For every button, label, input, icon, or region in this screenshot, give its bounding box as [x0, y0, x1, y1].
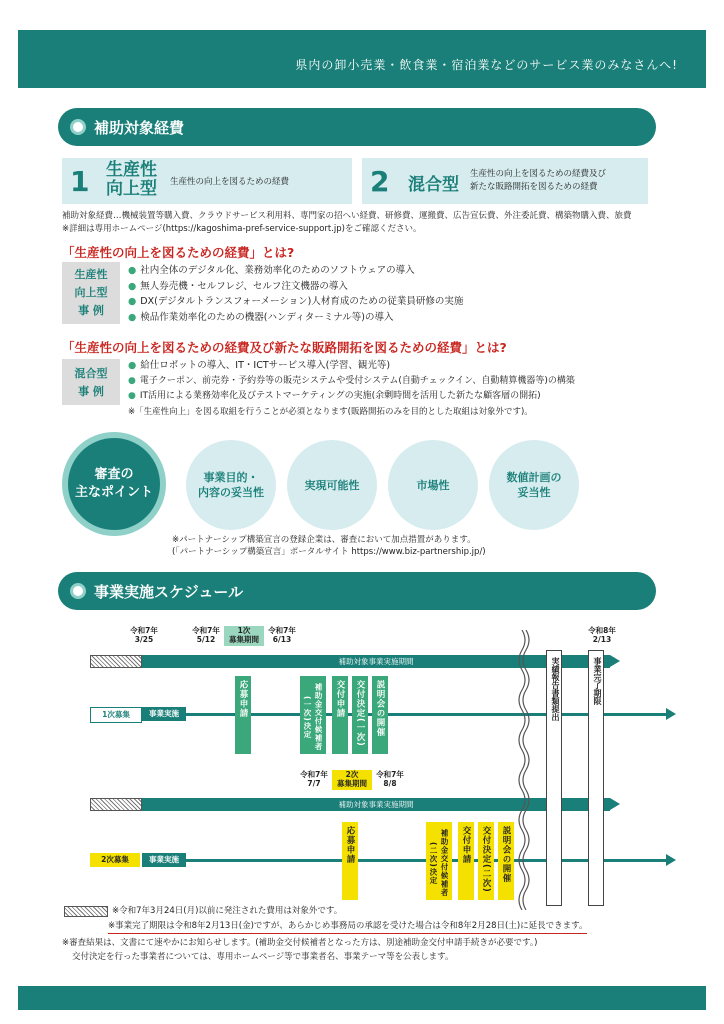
list-item: ● DX(デジタルトランスフォーメーション)人材育成のための従業員研修の実施: [128, 296, 464, 307]
round2-label: 2次募集: [90, 853, 140, 867]
excluded-hatch: [90, 798, 142, 811]
date-r1-end: 令和7年 6/13: [268, 626, 296, 644]
arrow-right-icon: [666, 854, 676, 866]
bullet-circle-icon: [70, 119, 86, 135]
type-number: 2: [370, 165, 390, 198]
period-bar: 補助対象事業実施期間: [142, 655, 610, 668]
bullet-icon: ●: [128, 360, 137, 371]
bullet-icon: ●: [128, 391, 136, 401]
point-circle: 事業目的・ 内容の妥当性: [186, 440, 276, 530]
type-box-2: [362, 158, 648, 204]
partnership-note: ※パートナーシップ構築宣言の登録企業は、審査において加点措置があります。: [172, 535, 476, 545]
step-apply: 応募申請: [235, 676, 251, 754]
point-circle: 実現可能性: [287, 440, 377, 530]
list-item: ● 給仕ロボットの導入、IT・ICTサービス導入(学習、観光等): [128, 360, 391, 371]
report-submission-box: 実績報告書類提出: [546, 650, 562, 906]
date-start: 令和7年 3/25: [130, 626, 158, 644]
section-title: 事業実施スケジュール: [94, 583, 244, 601]
bullet-circle-icon: [70, 583, 86, 599]
step-briefing: 説明会の開催: [372, 676, 388, 754]
type-box-1: [62, 158, 352, 204]
step-grant-apply: 交付申請: [332, 676, 348, 754]
type-desc-line2: 新たな販路開拓を図るための経費: [470, 182, 598, 192]
step-candidate: 補助金交付候補者(一次)決定: [300, 676, 326, 754]
example-list-2: [128, 358, 688, 420]
bullet-icon: ●: [128, 311, 137, 323]
period-bar: 補助対象事業実施期間: [142, 798, 610, 811]
type-number: 1: [70, 165, 90, 198]
label-line: 事 例: [78, 304, 104, 317]
points-main-circle: 審査の 主なポイント: [62, 432, 166, 536]
deadline-box: 事業完了期限: [588, 650, 604, 906]
date-r2-start: 令和7年 7/7: [300, 770, 328, 788]
top-banner: [18, 30, 706, 88]
bullet-icon: ●: [128, 375, 136, 386]
r1-period-label: 1次 募集期間: [224, 626, 264, 646]
list-item: ● IT活用による業務効率化及びテストマーケティングの実施(余剰時間を活用した新たな顧客層の開拓): [128, 391, 541, 401]
question-heading-1: 「生産性の向上を図るための経費」とは?: [62, 245, 295, 260]
point-circle: 数値計画の 妥当性: [489, 440, 579, 530]
type-name-line1: 生産性: [106, 160, 157, 180]
point-circle: 市場性: [388, 440, 478, 530]
wavy-break-line: [512, 630, 532, 910]
bottom-bar: [18, 986, 706, 1010]
label-line: 事 例: [78, 385, 104, 398]
label-line: 向上型: [74, 286, 108, 299]
label-line: 生産性: [74, 268, 108, 281]
date-r1-start: 令和7年 5/12: [192, 626, 220, 644]
type-desc: 生産性の向上を図るための経費: [170, 177, 290, 187]
banner-text: 県内の卸小売業・飲食業・宿泊業などのサービス業のみなさんへ!: [295, 58, 678, 72]
section-title: 補助対象経費: [94, 119, 185, 137]
step-apply: 応募申請: [342, 822, 358, 900]
bullet-icon: ●: [128, 280, 137, 292]
r2-period-label: 2次 募集期間: [332, 770, 372, 790]
step-grant-decision: 交付決定(二次): [478, 822, 494, 900]
date-end: 令和8年 2/13: [588, 626, 616, 644]
list-item: ● 電子クーポン、前売券・予約券等の販売システムや受付システム(自動チェックイン、自動精算機器等)の構築: [128, 375, 575, 386]
step-grant-decision: 交付決定(一次): [352, 676, 368, 754]
example-label-2: [62, 359, 120, 405]
business-label: 事業実施: [142, 707, 186, 721]
extension-note: ※事業完了期限は令和8年2月13日(金)ですが、あらかじめ事務局の承認を受けた場合は令和8年2月28日(土)に延長できます。: [108, 920, 587, 934]
example-list-1: [128, 263, 668, 325]
list-item: ● 社内全体のデジタル化、業務効率化のためのソフトウェアの導入: [128, 265, 415, 276]
note: ※「生産性向上」を図る取組を行うことが必須となります(販路開拓のみを目的とした取組は対象外です)。: [128, 406, 533, 417]
example-label-1: [62, 262, 120, 324]
list-item: ● 検品作業効率化のための機器(ハンディターミナル等)の導入: [128, 311, 394, 323]
legend-hatch: [64, 906, 108, 917]
excluded-hatch: [90, 655, 142, 668]
step-briefing: 説明会の開催: [498, 822, 514, 900]
type-name: 混合型: [408, 175, 459, 195]
section-header-schedule: [58, 572, 656, 610]
question-heading-2: 「生産性の向上を図るための経費及び新たな販路開拓を図るための経費」とは?: [62, 340, 507, 355]
section-header-expenses: [58, 108, 656, 146]
homepage-note: ※詳細は専用ホームページ(https://kagoshima-pref-service-support.jp)をご確認ください。: [62, 224, 422, 234]
bullet-icon: ●: [128, 265, 137, 276]
legend-note: ※令和7年3月24日(月)以前に発注された費用は対象外です。: [112, 906, 343, 916]
result-note-1: ※審査結果は、文書にて速やかにお知らせします。(補助金交付候補者となった方は、別途補助金交付申請手続きが必要です。): [62, 938, 538, 948]
type-name-line2: 向上型: [106, 179, 157, 199]
step-grant-apply: 交付申請: [458, 822, 474, 900]
date-r2-end: 令和7年 8/8: [376, 770, 404, 788]
type-desc-line1: 生産性の向上を図るための経費及び: [470, 169, 607, 179]
business-label: 事業実施: [142, 853, 186, 867]
expense-note: 補助対象経費…機械装置等購入費、クラウドサービス利用料、専門家の招へい経費、研修費、運搬費、広告宣伝費、外注委託費、構築物購入費、旅費: [62, 211, 632, 221]
arrow-right-icon: [666, 708, 676, 720]
label-line: 混合型: [74, 367, 108, 380]
step-candidate: 補助金交付候補者(二次)決定: [426, 822, 452, 900]
arrow-right-icon: [610, 655, 620, 667]
list-item: ● 無人券売機・セルフレジ、セルフ注文機器の導入: [128, 280, 348, 292]
bullet-icon: ●: [128, 296, 137, 307]
result-note-2: 交付決定を行った事業者については、専用ホームページ等で事業者名、事業テーマ等を公表します。: [72, 952, 454, 962]
arrow-right-icon: [610, 798, 620, 810]
round1-label: 1次募集: [90, 707, 142, 723]
partnership-portal: (「パートナーシップ構築宣言」ポータルサイト https://www.biz-partnership.jp/): [172, 547, 486, 557]
